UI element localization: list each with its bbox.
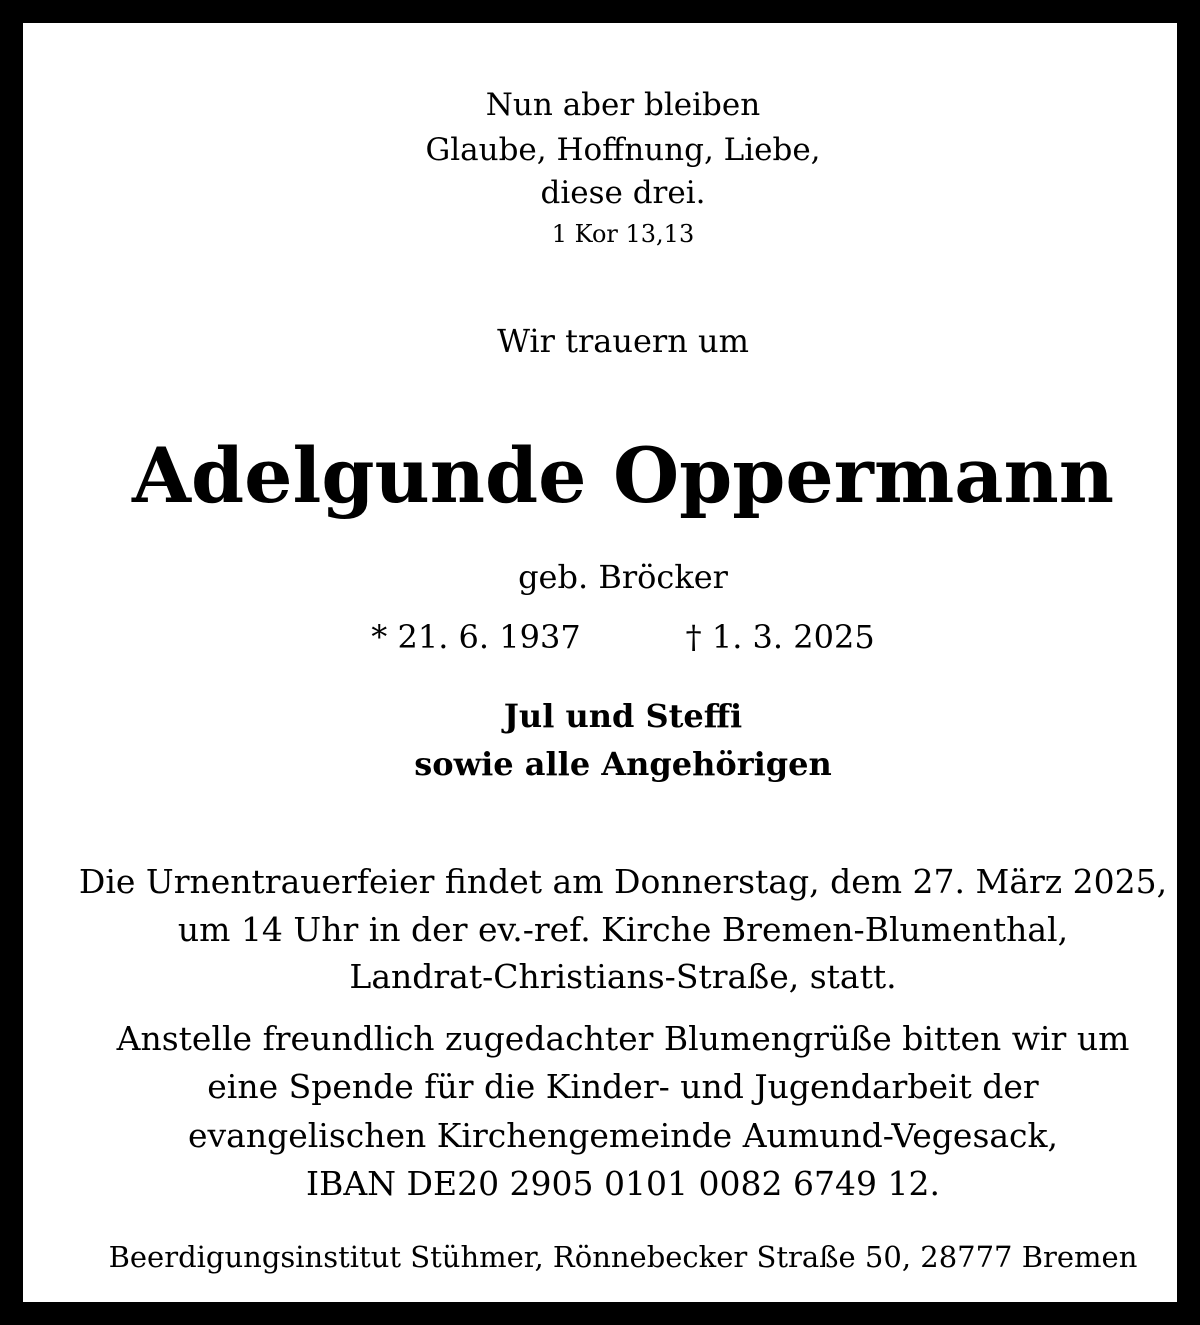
verse-reference: 1 Kor 13,13 (551, 220, 695, 248)
mourning-intro: Wir trauern um (497, 322, 749, 360)
ceremony-line-1: Die Urnentrauerfeier findet am Donnerstag, dem 27. März 2025, (78, 862, 1168, 901)
deceased-name: Adelgunde Oppermann (132, 431, 1114, 520)
donation-line-1: Anstelle freundlich zugedachter Blumengrüße bitten wir um (116, 1019, 1130, 1058)
funeral-home-footer: Beerdigungsinstitut Stühmer, Rönnebecker Straße 50, 28777 Bremen (108, 1240, 1138, 1274)
mourners-line-1: Jul und Steffi (503, 697, 743, 735)
verse-line-3: diese drei. (540, 175, 706, 211)
mourners-line-2: sowie alle Angehörigen (414, 745, 832, 783)
birth-date: * 21. 6. 1937 (371, 618, 581, 656)
ceremony-line-2: um 14 Uhr in der ev.-ref. Kirche Bremen-Blumenthal, (177, 910, 1069, 949)
life-dates (23, 618, 1200, 656)
death-date: † 1. 3. 2025 (685, 618, 875, 656)
verse-line-2: Glaube, Hoffnung, Liebe, (425, 132, 821, 168)
ceremony-line-3: Landrat-Christians-Straße, statt. (349, 957, 897, 996)
donation-iban: IBAN DE20 2905 0101 0082 6749 12. (306, 1164, 940, 1203)
birth-name: geb. Bröcker (518, 558, 728, 596)
donation-line-2: eine Spende für die Kinder- und Jugendarbeit der (207, 1067, 1039, 1106)
verse-line-1: Nun aber bleiben (485, 87, 761, 123)
donation-line-3: evangelischen Kirchengemeinde Aumund-Vegesack, (187, 1116, 1059, 1155)
